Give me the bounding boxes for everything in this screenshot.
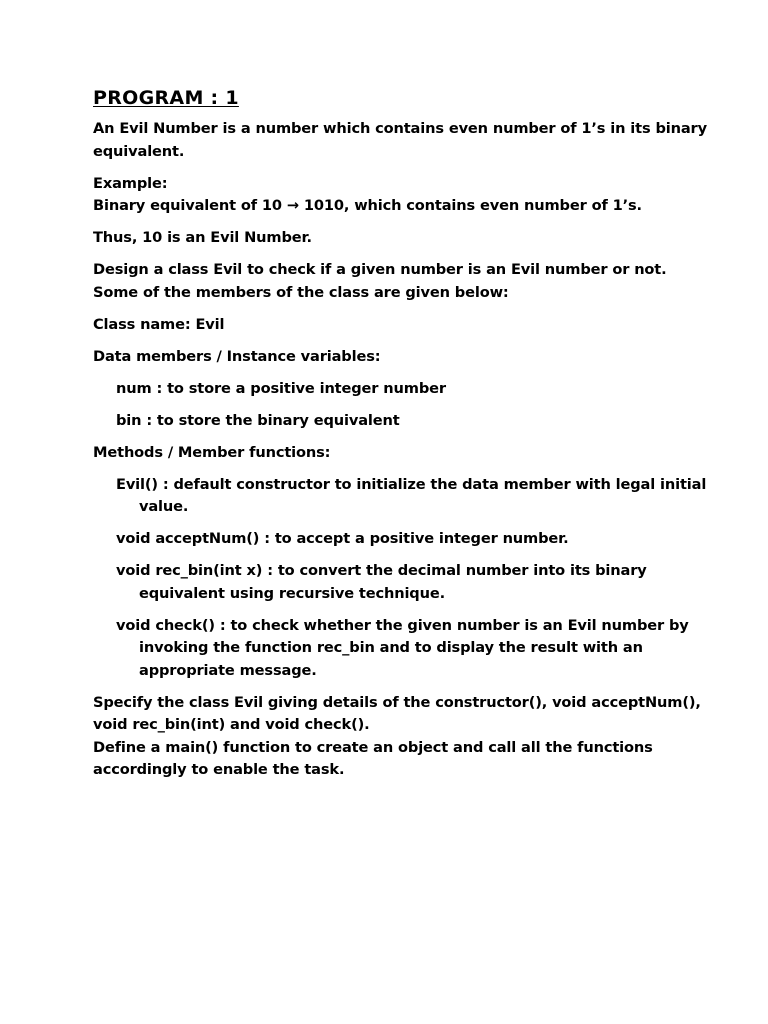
specify-line: accordingly to enable the task. [93, 761, 345, 778]
example-text: Binary equivalent of 10 → 1010, which contains even number of 1’s. [93, 197, 642, 214]
method-text: void acceptNum() : to accept a positive integer number. [116, 530, 569, 547]
method-text: void check() : to check whether the given number is an Evil number by [116, 616, 689, 634]
data-members-heading [93, 346, 673, 369]
methods-heading [93, 442, 673, 465]
method-item [93, 474, 707, 519]
intro-paragraph [93, 118, 707, 163]
class-name-text: Class name: Evil [93, 315, 225, 333]
example-paragraph [93, 173, 673, 218]
data-member-item [93, 410, 673, 433]
design-paragraph [93, 259, 673, 304]
intro-line: An Evil Number is a number which contains even number of 1’s in its binary [93, 120, 707, 137]
data-member-text: bin : to store the binary equivalent [116, 411, 400, 429]
page-title: PROGRAM : 1 [93, 87, 239, 109]
method-item [93, 528, 673, 551]
method-text-continued: invoking the function rec_bin and to display the result with an [139, 639, 643, 656]
method-item [93, 615, 689, 683]
thus-paragraph [93, 227, 673, 250]
specify-line: Specify the class Evil giving details of the constructor(), void acceptNum(), [93, 693, 701, 711]
design-line: Design a class Evil to check if a given number is an Evil number or not. [93, 261, 667, 278]
data-member-item [93, 378, 673, 401]
method-text: void rec_bin(int x) : to convert the decimal number into its binary [116, 562, 647, 579]
method-text: Evil() : default constructor to initialize the data member with legal initial [116, 475, 707, 493]
method-item [93, 560, 673, 605]
specify-line: Define a main() function to create an object and call all the functions [93, 738, 653, 756]
data-member-text: num : to store a positive integer number [116, 379, 446, 397]
thus-text: Thus, 10 is an Evil Number. [93, 229, 312, 246]
example-label: Example: [93, 174, 168, 192]
document-content [93, 84, 707, 791]
specify-line: void rec_bin(int) and void check(). [93, 716, 370, 733]
method-text-continued: equivalent using recursive technique. [139, 584, 445, 602]
method-text-continued: value. [139, 498, 189, 515]
data-members-heading-text: Data members / Instance variables: [93, 347, 381, 365]
specify-paragraph [93, 692, 701, 782]
design-line: Some of the members of the class are given below: [93, 283, 509, 301]
class-name-paragraph [93, 314, 673, 337]
method-text-continued: appropriate message. [139, 661, 317, 679]
methods-heading-text: Methods / Member functions: [93, 443, 331, 461]
intro-line: equivalent. [93, 142, 185, 160]
